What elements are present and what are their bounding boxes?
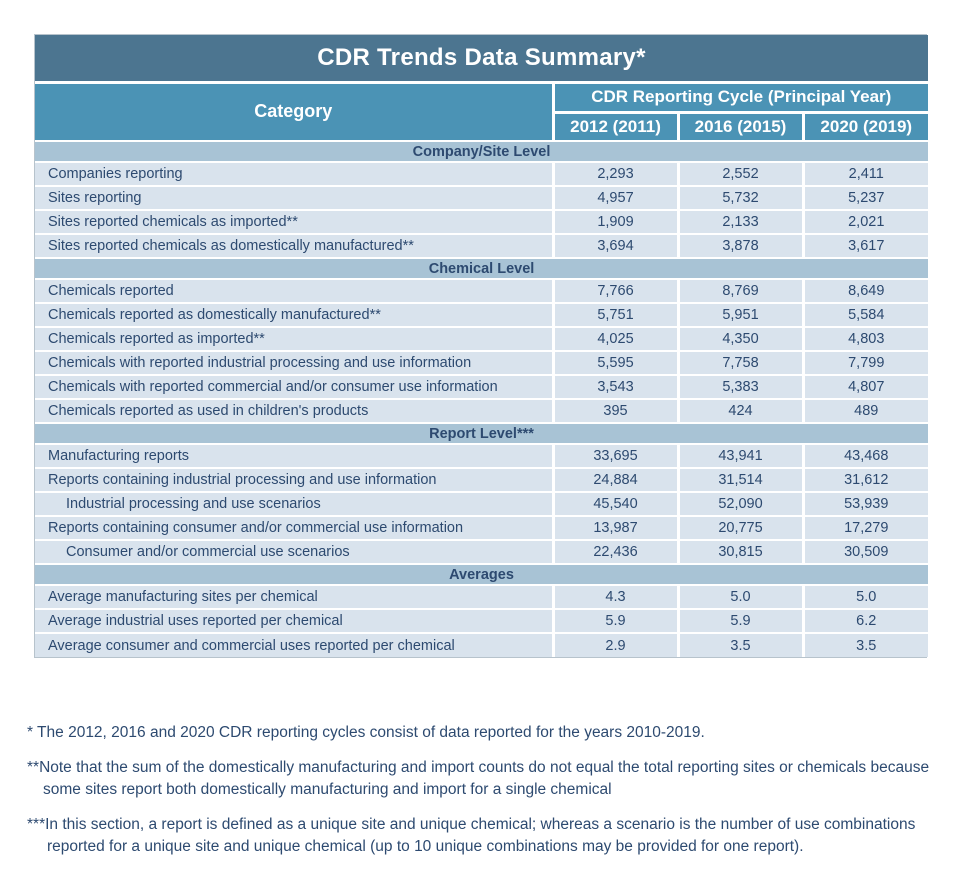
value-cell: 7,766 xyxy=(553,279,678,303)
value-cell: 7,758 xyxy=(678,351,803,375)
value-cell: 5,383 xyxy=(678,375,803,399)
value-cell: 4.3 xyxy=(553,585,678,609)
value-cell: 1,909 xyxy=(553,210,678,234)
value-cell: 8,649 xyxy=(803,279,928,303)
category-cell: Chemicals reported as imported** xyxy=(35,327,553,351)
header-row-top xyxy=(35,82,928,112)
table-row xyxy=(35,303,928,327)
value-cell: 8,769 xyxy=(678,279,803,303)
table-row xyxy=(35,351,928,375)
value-cell: 5.9 xyxy=(678,609,803,633)
value-cell: 33,695 xyxy=(553,444,678,468)
category-cell: Average manufacturing sites per chemical xyxy=(35,585,553,609)
value-cell: 3.5 xyxy=(678,633,803,657)
category-cell: Industrial processing and use scenarios xyxy=(35,492,553,516)
footnote: * The 2012, 2016 and 2020 CDR reporting cycles consist of data reported for the years 2010-2019. xyxy=(27,724,705,741)
value-cell: 5,237 xyxy=(803,186,928,210)
reporting-cycle-header: CDR Reporting Cycle (Principal Year) xyxy=(553,82,928,112)
value-cell: 31,612 xyxy=(803,468,928,492)
year-column-2016: 2016 (2015) xyxy=(678,112,803,141)
category-cell: Chemicals reported xyxy=(35,279,553,303)
value-cell: 17,279 xyxy=(803,516,928,540)
value-cell: 5.9 xyxy=(553,609,678,633)
value-cell: 4,807 xyxy=(803,375,928,399)
section-label: Report Level*** xyxy=(35,423,928,444)
value-cell: 4,350 xyxy=(678,327,803,351)
table-row xyxy=(35,279,928,303)
table-row xyxy=(35,327,928,351)
value-cell: 2,133 xyxy=(678,210,803,234)
table-row xyxy=(35,540,928,564)
category-cell: Chemicals with reported industrial processing and use information xyxy=(35,351,553,375)
table-row xyxy=(35,375,928,399)
value-cell: 5.0 xyxy=(803,585,928,609)
value-cell: 31,514 xyxy=(678,468,803,492)
value-cell: 2,293 xyxy=(553,162,678,186)
table-row xyxy=(35,234,928,258)
table-body xyxy=(35,141,928,657)
section-header-row xyxy=(35,564,928,585)
section-label: Averages xyxy=(35,564,928,585)
category-cell: Average industrial uses reported per chemical xyxy=(35,609,553,633)
value-cell: 5,732 xyxy=(678,186,803,210)
value-cell: 6.2 xyxy=(803,609,928,633)
value-cell: 2,021 xyxy=(803,210,928,234)
category-cell: Chemicals reported as used in children's products xyxy=(35,399,553,423)
table-title: CDR Trends Data Summary* xyxy=(35,35,928,82)
value-cell: 43,941 xyxy=(678,444,803,468)
category-cell: Chemicals reported as domestically manufactured** xyxy=(35,303,553,327)
value-cell: 4,803 xyxy=(803,327,928,351)
table-row xyxy=(35,186,928,210)
footnote: ***In this section, a report is defined as a unique site and unique chemical; whereas a scenario is the number of use combinations reported for a unique site and unique chemical (up to 10 unique combinations may be provided for one report). xyxy=(27,816,916,855)
value-cell: 3.5 xyxy=(803,633,928,657)
value-cell: 2.9 xyxy=(553,633,678,657)
table-row xyxy=(35,468,928,492)
category-cell: Consumer and/or commercial use scenarios xyxy=(35,540,553,564)
value-cell: 45,540 xyxy=(553,492,678,516)
value-cell: 2,411 xyxy=(803,162,928,186)
value-cell: 5,951 xyxy=(678,303,803,327)
section-label: Chemical Level xyxy=(35,258,928,279)
cdr-trends-table xyxy=(35,35,928,657)
value-cell: 4,025 xyxy=(553,327,678,351)
value-cell: 5,595 xyxy=(553,351,678,375)
table-row xyxy=(35,492,928,516)
category-cell: Chemicals with reported commercial and/or consumer use information xyxy=(35,375,553,399)
value-cell: 43,468 xyxy=(803,444,928,468)
category-cell: Average consumer and commercial uses reported per chemical xyxy=(35,633,553,657)
table-row xyxy=(35,162,928,186)
year-column-2012: 2012 (2011) xyxy=(553,112,678,141)
value-cell: 20,775 xyxy=(678,516,803,540)
value-cell: 2,552 xyxy=(678,162,803,186)
category-cell: Manufacturing reports xyxy=(35,444,553,468)
value-cell: 4,957 xyxy=(553,186,678,210)
value-cell: 13,987 xyxy=(553,516,678,540)
value-cell: 24,884 xyxy=(553,468,678,492)
table-row xyxy=(35,585,928,609)
table-row xyxy=(35,210,928,234)
value-cell: 3,694 xyxy=(553,234,678,258)
section-header-row xyxy=(35,258,928,279)
value-cell: 424 xyxy=(678,399,803,423)
section-header-row xyxy=(35,423,928,444)
value-cell: 3,543 xyxy=(553,375,678,399)
category-cell: Sites reported chemicals as domestically manufactured** xyxy=(35,234,553,258)
section-label: Company/Site Level xyxy=(35,141,928,162)
category-cell: Reports containing industrial processing and use information xyxy=(35,468,553,492)
table-row xyxy=(35,399,928,423)
value-cell: 53,939 xyxy=(803,492,928,516)
section-header-row xyxy=(35,141,928,162)
category-cell: Sites reporting xyxy=(35,186,553,210)
table-header xyxy=(35,35,928,141)
value-cell: 5.0 xyxy=(678,585,803,609)
value-cell: 5,751 xyxy=(553,303,678,327)
category-cell: Reports containing consumer and/or commercial use information xyxy=(35,516,553,540)
value-cell: 7,799 xyxy=(803,351,928,375)
table-row xyxy=(35,444,928,468)
value-cell: 395 xyxy=(553,399,678,423)
title-row xyxy=(35,35,928,82)
category-cell: Sites reported chemicals as imported** xyxy=(35,210,553,234)
category-cell: Companies reporting xyxy=(35,162,553,186)
value-cell: 30,815 xyxy=(678,540,803,564)
footnote: **Note that the sum of the domestically manufacturing and import counts do not equal the total reporting sites or chemicals because some sites report both domestically manufacturing and import for a single chemical xyxy=(27,759,930,798)
value-cell: 52,090 xyxy=(678,492,803,516)
value-cell: 22,436 xyxy=(553,540,678,564)
table-row xyxy=(35,516,928,540)
value-cell: 3,878 xyxy=(678,234,803,258)
footnotes xyxy=(27,722,945,871)
cdr-trends-table-container xyxy=(34,34,927,658)
value-cell: 5,584 xyxy=(803,303,928,327)
category-column-header: Category xyxy=(35,82,553,141)
table-row xyxy=(35,633,928,657)
value-cell: 30,509 xyxy=(803,540,928,564)
value-cell: 3,617 xyxy=(803,234,928,258)
year-column-2020: 2020 (2019) xyxy=(803,112,928,141)
value-cell: 489 xyxy=(803,399,928,423)
table-row xyxy=(35,609,928,633)
